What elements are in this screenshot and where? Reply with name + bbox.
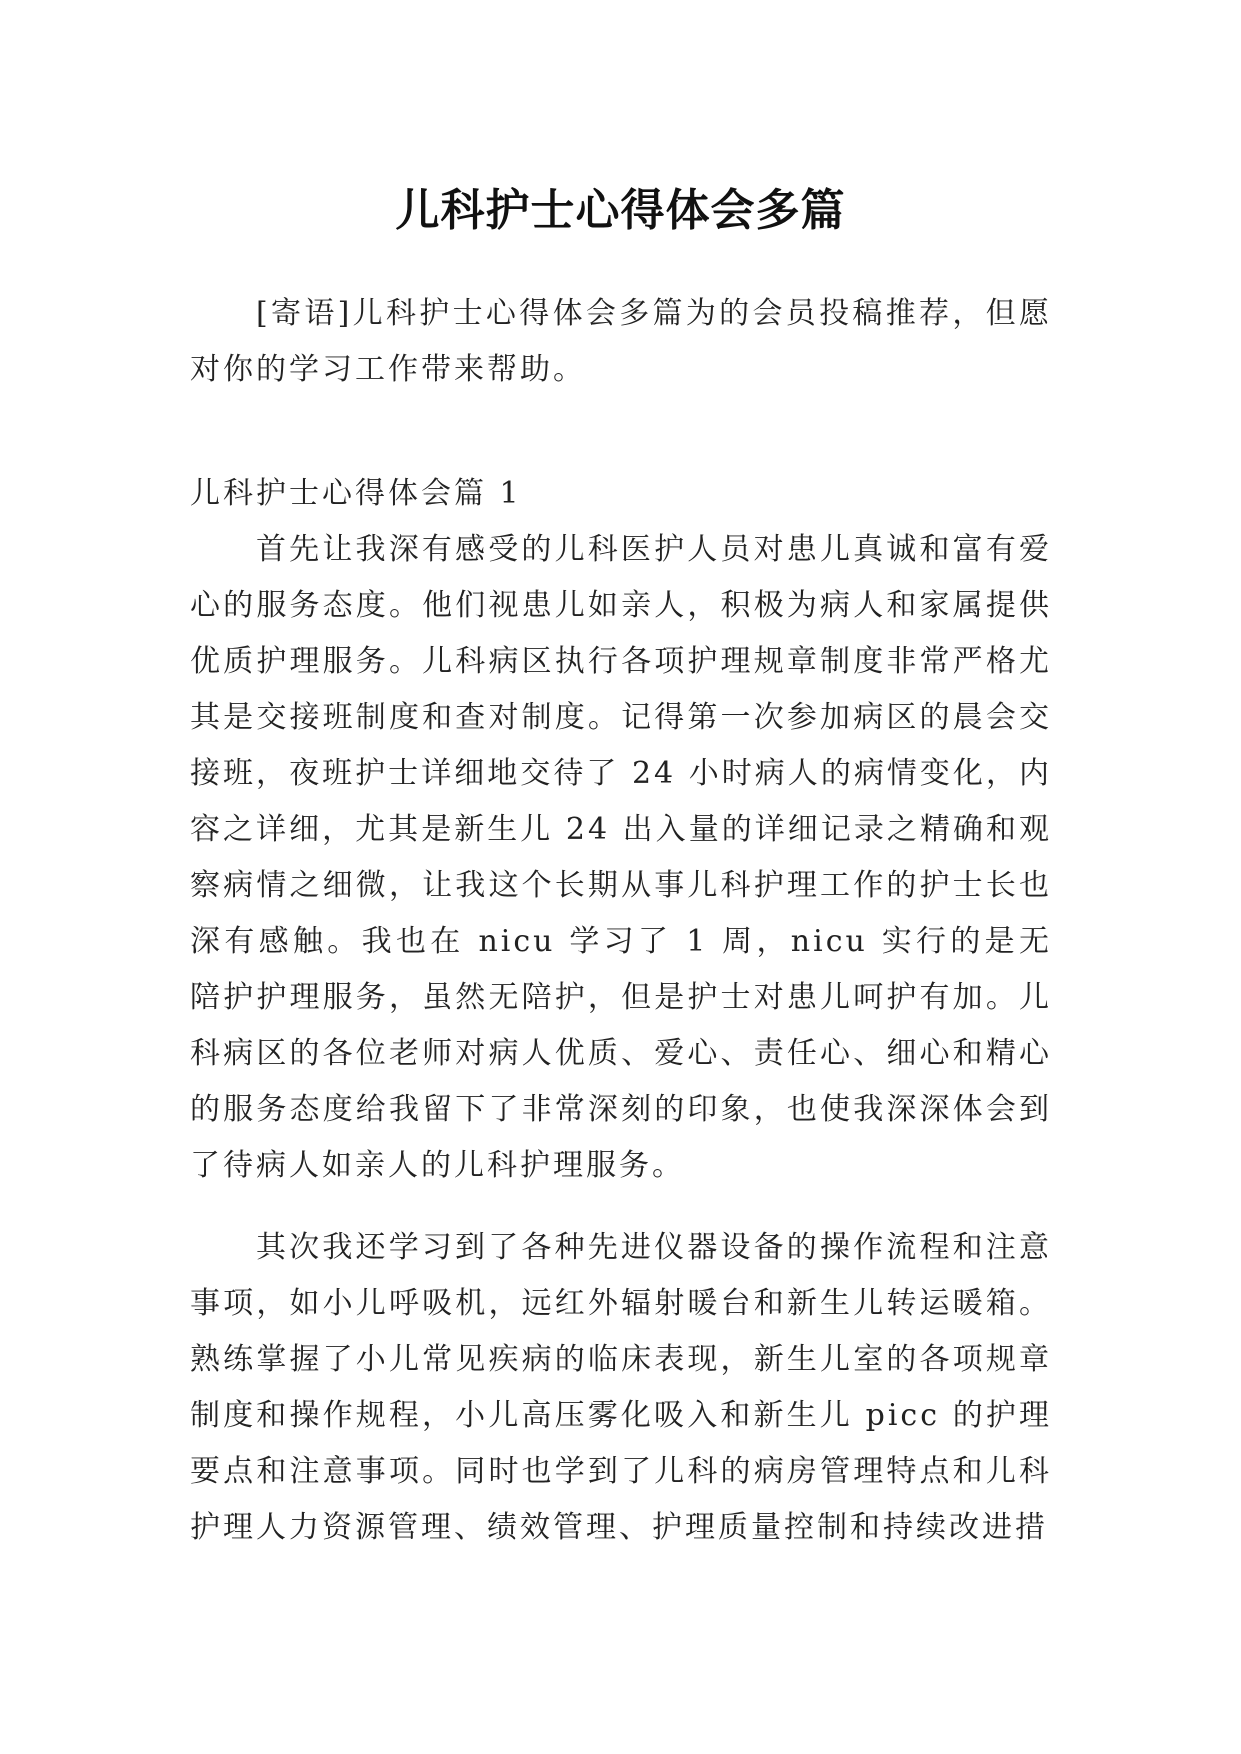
intro-paragraph: [寄语]儿科护士心得体会多篇为的会员投稿推荐，但愿对你的学习工作带来帮助。: [190, 296, 1052, 387]
section-heading: 儿科护士心得体会篇 1: [190, 476, 522, 511]
document-title: 儿科护士心得体会多篇: [395, 185, 846, 237]
body-paragraph: 其次我还学习到了各种先进仪器设备的操作流程和注意事项，如小儿呼吸机，远红外辐射暖台和新生儿转运暖箱。熟练掌握了小儿常见疾病的临床表现，新生儿室的各项规章制度和操作规程，小儿高压雾化吸入和新生儿 picc 的护理要点和注意事项。同时也学到了儿科的病房管理特点和儿科护理人力资源管理、绩效管理、护理质量控制和持续改进措: [190, 1230, 1052, 1545]
body-paragraph: 首先让我深有感受的儿科医护人员对患儿真诚和富有爱心的服务态度。他们视患儿如亲人，积极为病人和家属提供优质护理服务。儿科病区执行各项护理规章制度非常严格尤其是交接班制度和查对制度。记得第一次参加病区的晨会交接班，夜班护士详细地交待了 24 小时病人的病情变化，内容之详细，尤其是新生儿 24 出入量的详细记录之精确和观察病情之细微，让我这个长期从事儿科护理工作的护士长也深有感触。我也在 nicu 学习了 1 周，nicu 实行的是无陪护护理服务，虽然无陪护，但是护士对患儿呵护有加。儿科病区的各位老师对病人优质、爱心、责任心、细心和精心的服务态度给我留下了非常深刻的印象，也使我深深体会到了待病人如亲人的儿科护理服务。: [190, 532, 1052, 1183]
